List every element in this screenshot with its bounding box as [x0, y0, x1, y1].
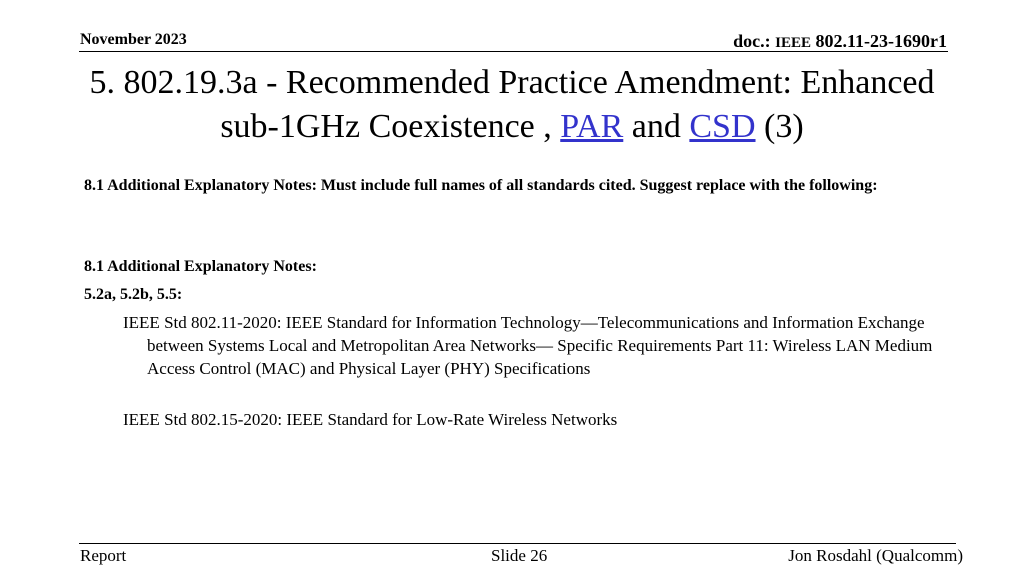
- footer-left: Report: [80, 546, 127, 565]
- standard-item-80211: IEEE Std 802.11-2020: IEEE Standard for Information Technology—Telecommunications and Information Exchange between Systems Local and Metropolitan Area Networks— Specific Requirements Part 11: Wireless LAN Medium Access Control (MAC) and Physical Layer (PHY) Specifications: [123, 313, 933, 378]
- title-line-2-start: sub-1GHz Coexistence ,: [220, 108, 561, 145]
- notes-heading: 8.1 Additional Explanatory Notes:: [84, 258, 317, 275]
- title-and-text: and: [623, 108, 690, 145]
- footer-slide-number: Slide 26: [491, 546, 548, 565]
- csd-link[interactable]: CSD: [689, 108, 756, 145]
- footer-divider: [79, 543, 956, 544]
- header-doc-prefix: doc.:: [733, 31, 776, 51]
- footer-author: Jon Rosdahl (Qualcomm): [788, 546, 963, 565]
- par-link[interactable]: PAR: [560, 108, 624, 145]
- sections-label: 5.2a, 5.2b, 5.5:: [84, 286, 183, 303]
- title-line-1: 5. 802.19.3a - Recommended Practice Amendment: Enhanced: [89, 64, 935, 101]
- standard-item-80215: IEEE Std 802.15-2020: IEEE Standard for Low-Rate Wireless Networks: [123, 410, 618, 429]
- header-divider: [79, 51, 948, 52]
- comment-text: 8.1 Additional Explanatory Notes: Must include full names of all standards cited. Suggest replace with the following:: [84, 177, 878, 194]
- title-suffix: (3): [755, 108, 804, 145]
- header-date: November 2023: [80, 31, 187, 48]
- header-doc-org: IEEE: [775, 35, 812, 51]
- header-doc-number: [733, 31, 947, 52]
- slide-title: [40, 61, 984, 149]
- header-doc-id: 802.11-23-1690r1: [811, 31, 947, 51]
